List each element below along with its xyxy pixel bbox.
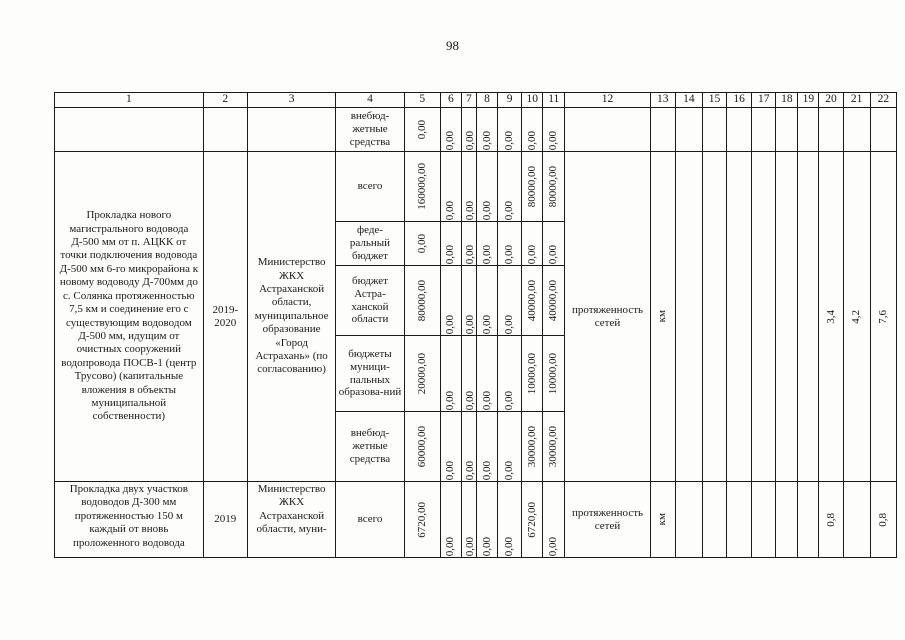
amount-cell: 6720,00 bbox=[404, 482, 440, 558]
empty-cell bbox=[798, 482, 819, 558]
empty-cell bbox=[702, 152, 726, 482]
amount-cell: 0,00 bbox=[461, 152, 476, 222]
funding-source: бюджеты муници-пальных образова-ний bbox=[336, 336, 404, 412]
col-header: 13 bbox=[650, 93, 675, 108]
empty-cell bbox=[798, 108, 819, 152]
col-header: 3 bbox=[247, 93, 335, 108]
indicator-value-20: 3,4 bbox=[819, 152, 843, 482]
amount-cell: 0,00 bbox=[440, 412, 461, 482]
measure-description: Прокладка нового магистрального водовода Д-500 мм от п. АЦКК от точки подключения водовода Д-500 мм 6-го микрорайона к новому водоводу Д-700мм до с. Солянка протяженностью 7,5 км и соединение его с существующим водоводом Д-500 мм, идущим от очистных сооружений водопровода ПОСВ-1 (центр Трусово) (капитальные вложения в объекты муниципальной собственности) bbox=[55, 152, 204, 482]
empty-cell bbox=[752, 152, 776, 482]
empty-cell bbox=[55, 108, 204, 152]
empty-cell bbox=[752, 482, 776, 558]
funding-source: бюджет Астра-ханской области bbox=[336, 266, 404, 336]
indicator-value-21: 4,2 bbox=[843, 152, 870, 482]
funding-table bbox=[54, 92, 897, 558]
amount-cell: 0,00 bbox=[498, 222, 522, 266]
empty-cell bbox=[702, 108, 726, 152]
amount-cell: 80000,00 bbox=[404, 266, 440, 336]
empty-cell bbox=[675, 152, 702, 482]
amount-cell: 0,00 bbox=[461, 412, 476, 482]
empty-cell bbox=[675, 482, 702, 558]
col-header: 2 bbox=[203, 93, 247, 108]
indicator-value-22: 7,6 bbox=[870, 152, 896, 482]
amount-cell: 80000,00 bbox=[543, 152, 565, 222]
col-header: 16 bbox=[727, 93, 752, 108]
col-header: 22 bbox=[870, 93, 896, 108]
amount-cell: 0,00 bbox=[476, 108, 497, 152]
empty-cell bbox=[727, 108, 752, 152]
amount-cell: 0,00 bbox=[440, 482, 461, 558]
empty-cell bbox=[776, 108, 798, 152]
amount-cell: 0,00 bbox=[461, 266, 476, 336]
empty-cell bbox=[843, 108, 870, 152]
years-cell: 2019-2020 bbox=[203, 152, 247, 482]
amount-cell: 0,00 bbox=[461, 336, 476, 412]
amount-cell: 0,00 bbox=[476, 266, 497, 336]
col-header: 20 bbox=[819, 93, 843, 108]
col-header: 10 bbox=[522, 93, 543, 108]
amount-cell: 10000,00 bbox=[522, 336, 543, 412]
empty-cell bbox=[776, 482, 798, 558]
executor-cell: Министерство ЖКХ Астраханской области, муни- bbox=[247, 482, 335, 558]
col-header: 8 bbox=[476, 93, 497, 108]
amount-cell: 0,00 bbox=[476, 482, 497, 558]
amount-cell: 0,00 bbox=[543, 482, 565, 558]
amount-cell: 40000,00 bbox=[543, 266, 565, 336]
amount-cell: 0,00 bbox=[522, 222, 543, 266]
amount-cell: 0,00 bbox=[461, 108, 476, 152]
empty-cell bbox=[727, 152, 752, 482]
empty-cell bbox=[727, 482, 752, 558]
amount-cell: 30000,00 bbox=[543, 412, 565, 482]
col-header: 15 bbox=[702, 93, 726, 108]
unit-cell: км bbox=[650, 152, 675, 482]
amount-cell: 160000,00 bbox=[404, 152, 440, 222]
amount-cell: 10000,00 bbox=[543, 336, 565, 412]
empty-cell bbox=[565, 108, 650, 152]
funding-source: феде-ральный бюджет bbox=[336, 222, 404, 266]
page-number: 98 bbox=[446, 38, 459, 53]
col-header: 18 bbox=[776, 93, 798, 108]
indicator-value-20: 0,8 bbox=[819, 482, 843, 558]
amount-cell: 0,00 bbox=[440, 152, 461, 222]
empty-cell bbox=[702, 482, 726, 558]
amount-cell: 0,00 bbox=[461, 222, 476, 266]
table-row bbox=[55, 482, 897, 558]
col-header: 21 bbox=[843, 93, 870, 108]
amount-cell: 0,00 bbox=[476, 222, 497, 266]
col-header: 6 bbox=[440, 93, 461, 108]
indicator-value-22: 0,8 bbox=[870, 482, 896, 558]
funding-source: внебюд-жетные средства bbox=[336, 108, 404, 152]
amount-cell: 0,00 bbox=[522, 108, 543, 152]
amount-cell: 0,00 bbox=[498, 482, 522, 558]
empty-cell bbox=[247, 108, 335, 152]
col-header: 17 bbox=[752, 93, 776, 108]
amount-cell: 0,00 bbox=[404, 222, 440, 266]
col-header: 19 bbox=[798, 93, 819, 108]
amount-cell: 0,00 bbox=[498, 336, 522, 412]
years-cell: 2019 bbox=[203, 482, 247, 558]
table-row bbox=[55, 108, 897, 152]
amount-cell: 30000,00 bbox=[522, 412, 543, 482]
amount-cell: 0,00 bbox=[476, 412, 497, 482]
col-header: 12 bbox=[565, 93, 650, 108]
empty-cell bbox=[870, 108, 896, 152]
col-header: 4 bbox=[336, 93, 404, 108]
funding-source: внебюд-жетные средства bbox=[336, 412, 404, 482]
empty-cell bbox=[843, 482, 870, 558]
amount-cell: 40000,00 bbox=[522, 266, 543, 336]
table-row bbox=[55, 152, 897, 222]
amount-cell: 0,00 bbox=[461, 482, 476, 558]
measure-description: Прокладка двух участков водоводов Д-300 мм протяженностью 150 м каждый от вновь проложенного водовода bbox=[55, 482, 204, 558]
empty-cell bbox=[798, 152, 819, 482]
col-header: 9 bbox=[498, 93, 522, 108]
empty-cell bbox=[776, 152, 798, 482]
col-header: 7 bbox=[461, 93, 476, 108]
amount-cell: 0,00 bbox=[543, 222, 565, 266]
header-row bbox=[55, 93, 897, 108]
col-header: 14 bbox=[675, 93, 702, 108]
col-header: 11 bbox=[543, 93, 565, 108]
amount-cell: 0,00 bbox=[476, 152, 497, 222]
col-header: 1 bbox=[55, 93, 204, 108]
amount-cell: 0,00 bbox=[440, 222, 461, 266]
amount-cell: 20000,00 bbox=[404, 336, 440, 412]
amount-cell: 0,00 bbox=[498, 412, 522, 482]
funding-source: всего bbox=[336, 152, 404, 222]
empty-cell bbox=[752, 108, 776, 152]
amount-cell: 60000,00 bbox=[404, 412, 440, 482]
empty-cell bbox=[675, 108, 702, 152]
amount-cell: 0,00 bbox=[440, 266, 461, 336]
empty-cell bbox=[650, 108, 675, 152]
amount-cell: 0,00 bbox=[404, 108, 440, 152]
amount-cell: 6720,00 bbox=[522, 482, 543, 558]
amount-cell: 0,00 bbox=[498, 108, 522, 152]
amount-cell: 0,00 bbox=[440, 336, 461, 412]
empty-cell bbox=[203, 108, 247, 152]
amount-cell: 0,00 bbox=[498, 266, 522, 336]
amount-cell: 80000,00 bbox=[522, 152, 543, 222]
amount-cell: 0,00 bbox=[498, 152, 522, 222]
amount-cell: 0,00 bbox=[476, 336, 497, 412]
executor-cell: Министерство ЖКХ Астраханской области, муниципальное образование «Город Астрахань» (по согласованию) bbox=[247, 152, 335, 482]
amount-cell: 0,00 bbox=[440, 108, 461, 152]
indicator-cell: протяженность сетей bbox=[565, 482, 650, 558]
col-header: 5 bbox=[404, 93, 440, 108]
amount-cell: 0,00 bbox=[543, 108, 565, 152]
funding-source: всего bbox=[336, 482, 404, 558]
indicator-cell: протяженность сетей bbox=[565, 152, 650, 482]
unit-cell: км bbox=[650, 482, 675, 558]
empty-cell bbox=[819, 108, 843, 152]
